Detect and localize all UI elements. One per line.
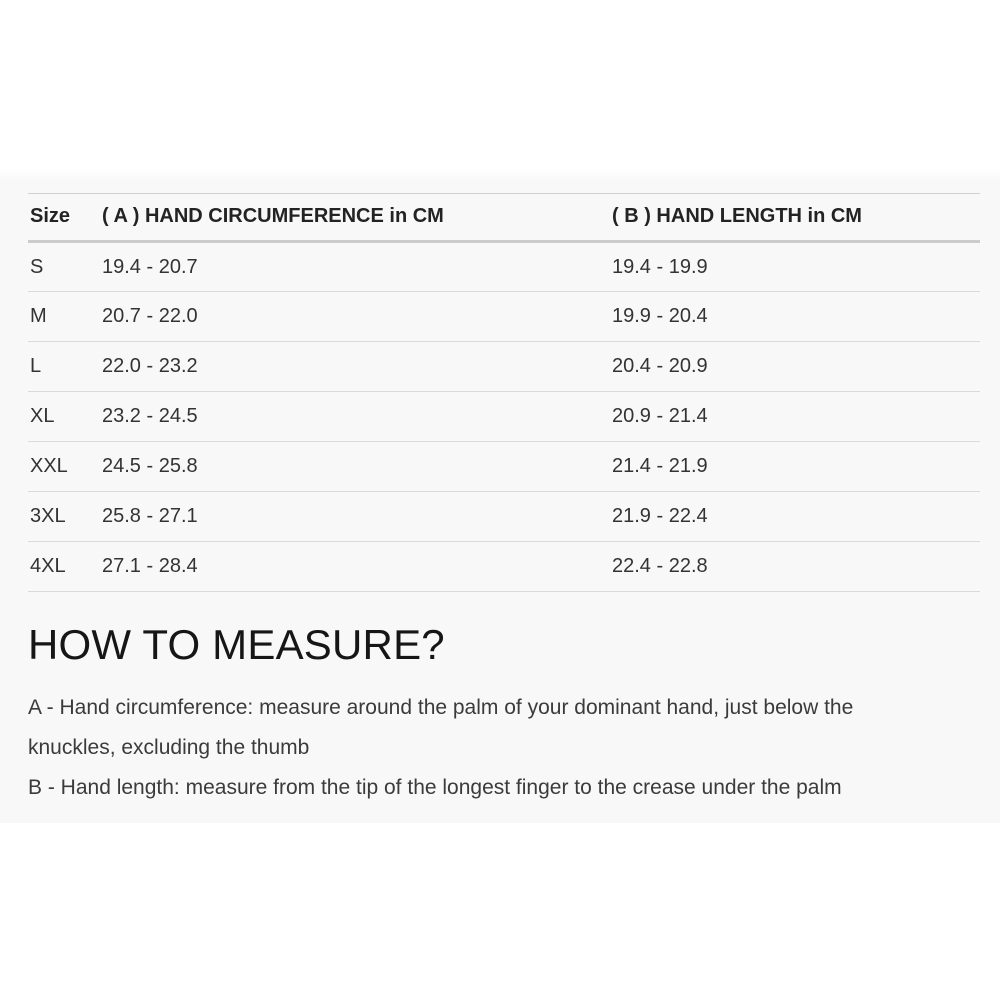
instruction-b: B - Hand length: measure from the tip of the longest finger to the crease under the palm [28, 776, 842, 799]
size-cell: L [28, 342, 100, 392]
hand-length-cell: 22.4 - 22.8 [610, 542, 980, 592]
hand-circumference-cell: 27.1 - 28.4 [100, 542, 610, 592]
table-row [28, 542, 980, 592]
hand-circumference-cell: 22.0 - 23.2 [100, 342, 610, 392]
size-cell: 4XL [28, 542, 100, 592]
size-guide-panel [0, 168, 1000, 823]
hand-circumference-cell: 24.5 - 25.8 [100, 442, 610, 492]
table-row [28, 492, 980, 542]
instruction-a-line1: A - Hand circumference: measure around the palm of your dominant hand, just below the [28, 696, 854, 719]
table-row [28, 442, 980, 492]
size-cell: M [28, 292, 100, 342]
hand-length-cell: 19.9 - 20.4 [610, 292, 980, 342]
instruction-a-line2: knuckles, excluding the thumb [28, 736, 310, 759]
hand-circumference-cell: 25.8 - 27.1 [100, 492, 610, 542]
hand-length-cell: 20.9 - 21.4 [610, 392, 980, 442]
size-cell: XXL [28, 442, 100, 492]
how-to-measure-heading: HOW TO MEASURE? [28, 621, 445, 668]
size-table [28, 193, 980, 592]
table-row [28, 392, 980, 442]
hand-length-cell: 21.9 - 22.4 [610, 492, 980, 542]
table-row [28, 242, 980, 292]
hand-length-cell: 20.4 - 20.9 [610, 342, 980, 392]
column-header-size: Size [28, 194, 100, 242]
table-row [28, 292, 980, 342]
size-cell: 3XL [28, 492, 100, 542]
table-row [28, 342, 980, 392]
table-header-row [28, 194, 980, 242]
hand-length-cell: 21.4 - 21.9 [610, 442, 980, 492]
hand-circumference-cell: 23.2 - 24.5 [100, 392, 610, 442]
size-cell: XL [28, 392, 100, 442]
hand-circumference-cell: 20.7 - 22.0 [100, 292, 610, 342]
column-header-hand-length: ( B ) HAND LENGTH in CM [610, 194, 980, 242]
hand-length-cell: 19.4 - 19.9 [610, 242, 980, 292]
measure-instructions [28, 688, 978, 808]
hand-circumference-cell: 19.4 - 20.7 [100, 242, 610, 292]
size-cell: S [28, 242, 100, 292]
column-header-hand-circumference: ( A ) HAND CIRCUMFERENCE in CM [100, 194, 610, 242]
